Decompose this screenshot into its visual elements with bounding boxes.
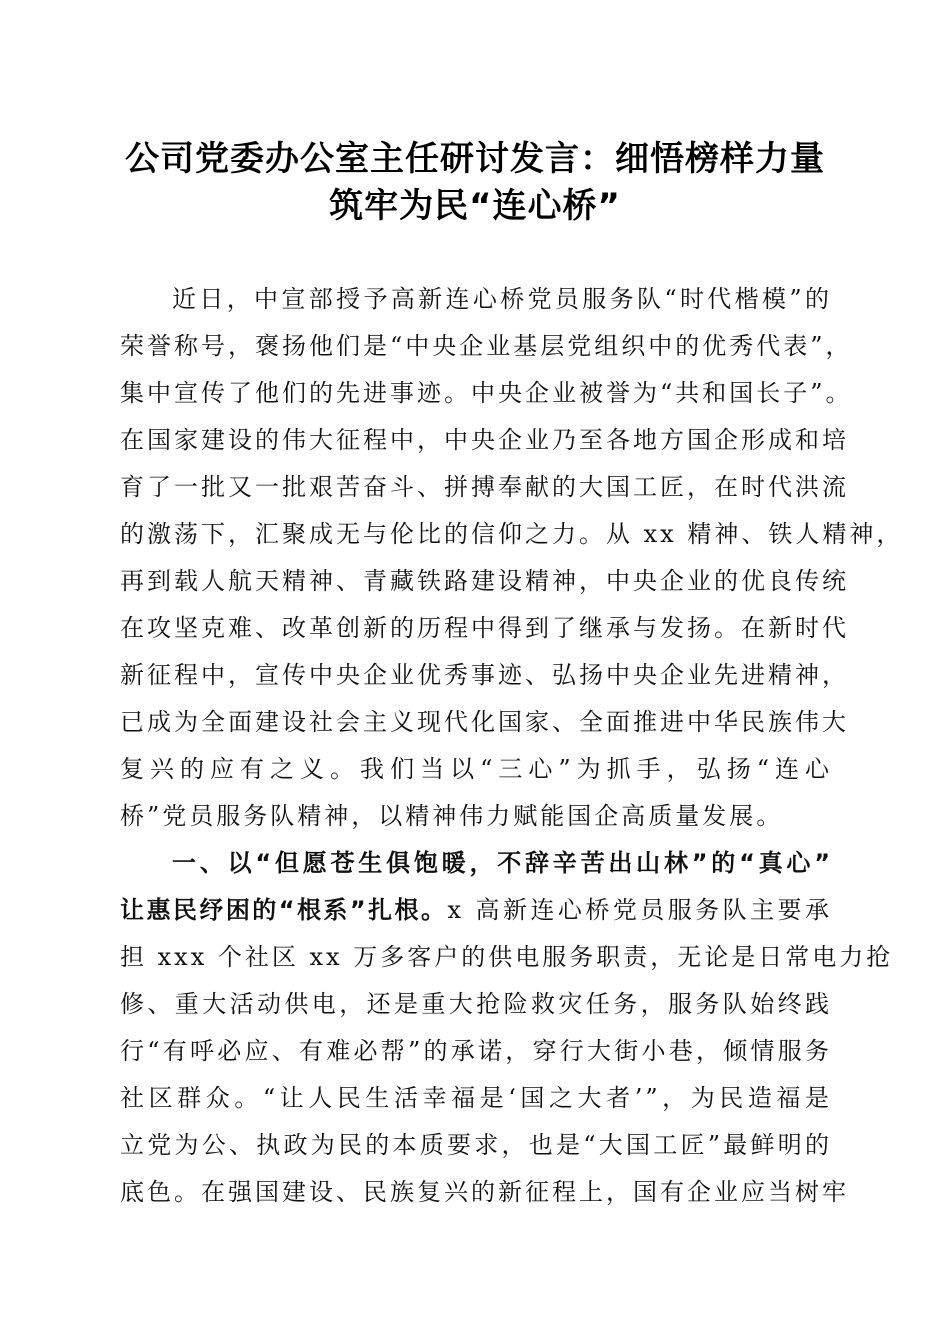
section-heading-line-2 [120,887,832,934]
paragraph-line: 担 xxx 个社区 xx 万多客户的供电服务职责，无论是日常电力抢 [120,943,894,971]
section-heading-bold: 让惠民纾困的“根系”扎根。 [120,896,448,924]
document-title [110,136,840,230]
paragraph-line: 底色。在强国建设、民族复兴的新征程上，国有企业应当树牢 [120,1178,849,1206]
paragraph-line: 在国家建设的伟大征程中，中央企业乃至各地方国企形成和培 [120,426,849,454]
title-line-2: 筑牢为民“连心桥” [329,186,621,226]
paragraph-1 [120,276,904,840]
paragraph-line: 育了一批又一批艰苦奋斗、拼搏奉献的大国工匠，在时代洪流 [120,473,849,501]
section-heading-line: 一、以“但愿苍生俱饱暖，不辞辛苦出山林”的“真心” [172,849,832,877]
paragraph-line: 再到载人航天精神、青藏铁路建设精神，中央企业的优良传统 [120,567,849,595]
paragraph-line: 近日，中宣部授予高新连心桥党员服务队“时代楷模”的 [172,285,832,313]
paragraph-line: 立党为公、执政为民的本质要求，也是“大国工匠”最鲜明的 [120,1131,832,1159]
paragraph-line: 修、重大活动供电，还是重大抢险救灾任务，服务队始终践 [120,990,832,1018]
paragraph-line: 已成为全面建设社会主义现代化国家、全面推进中华民族伟大 [120,708,849,736]
paragraph-line: 新征程中，宣传中央企业优秀事迹、弘扬中央企业先进精神， [120,661,849,689]
paragraph-line: 社区群众。“让人民生活幸福是‘国之大者’”，为民造福是 [120,1084,832,1112]
paragraph-line: 在攻坚克难、改革创新的历程中得到了继承与发扬。在新时代 [120,614,849,642]
document-body [120,276,904,1216]
section-heading-rest: x 高新连心桥党员服务队主要承 [447,896,833,924]
paragraph-line: 桥”党员服务队精神，以精神伟力赋能国企高质量发展。 [120,802,784,830]
paragraph-line: 的激荡下，汇聚成无与伦比的信仰之力。从 xx 精神、铁人精神， [120,520,904,548]
paragraph-line: 复兴的应有之义。我们当以“三心”为抓手，弘扬“连心 [120,755,832,783]
paragraph-line: 集中宣传了他们的先进事迹。中央企业被誉为“共和国长子”。 [120,379,853,407]
paragraph-line: 荣誉称号，褒扬他们是“中央企业基层党组织中的优秀代表”， [120,332,853,360]
section-1 [120,840,894,1216]
paragraph-line: 行“有呼必应、有难必帮”的承诺，穿行大街小巷，倾情服务 [120,1037,832,1065]
title-line-1: 公司党委办公室主任研讨发言：细悟榜样力量 [125,139,825,179]
